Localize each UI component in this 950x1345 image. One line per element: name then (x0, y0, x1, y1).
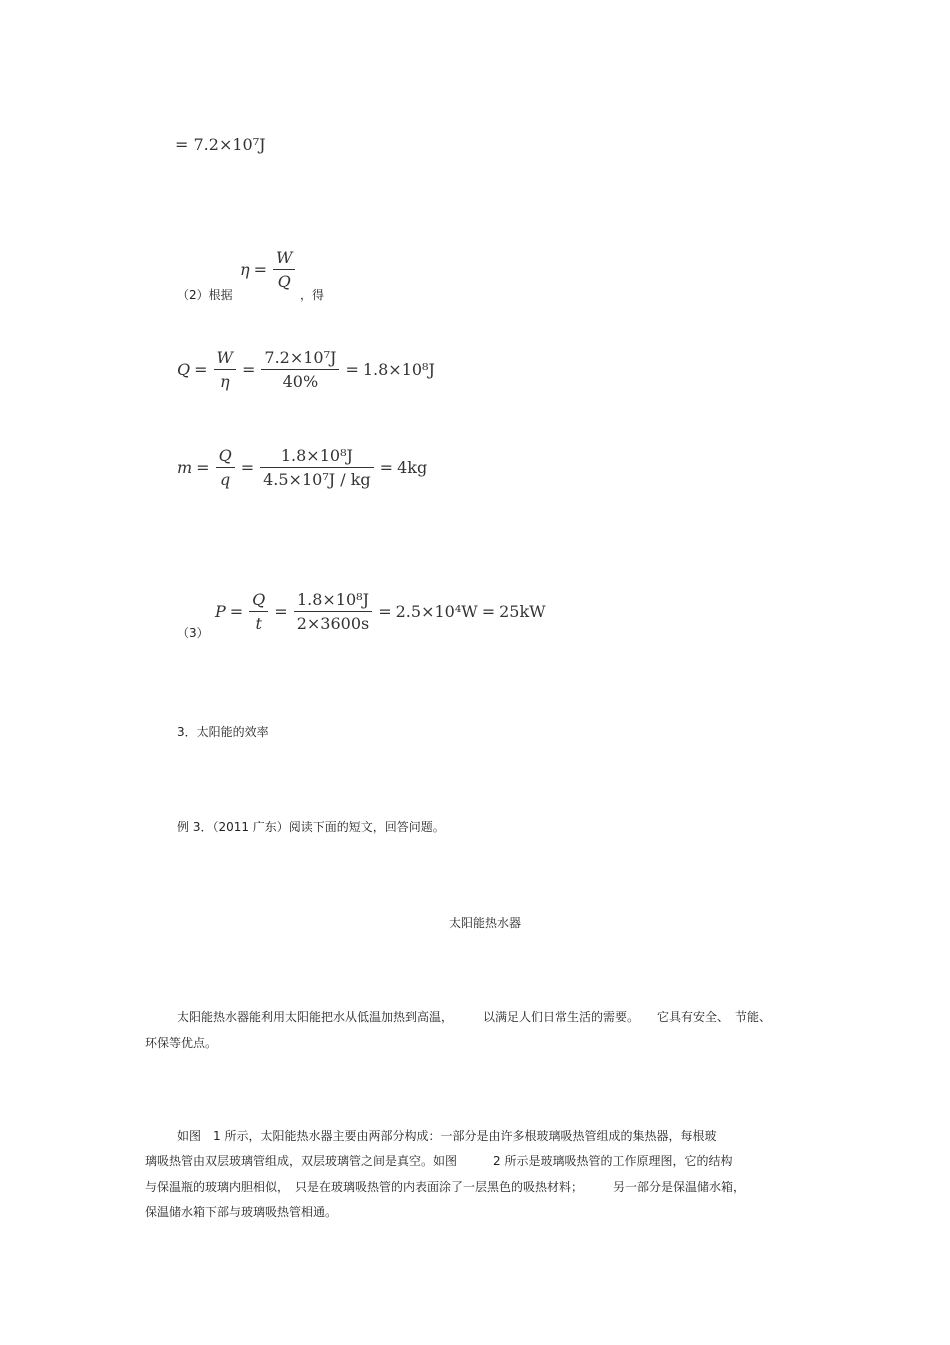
equation-total-energy (175, 135, 266, 154)
equation-lhs: P (215, 602, 226, 621)
fraction (260, 446, 374, 489)
equals-sign: = (379, 458, 394, 477)
paragraph-2-line-3: 与保温瓶的玻璃内胆相似， 只是在玻璃吸热管的内表面涂了一层黑色的吸热材料； 另一部分是保温储水箱， (145, 1180, 746, 1194)
paragraph-2-line-1: 如图 1 所示，太阳能热水器主要由两部分构成：一部分是由许多根玻璃吸热管组成的集热器，每根玻 (177, 1129, 717, 1143)
equals-sign: = (253, 260, 267, 279)
fraction-numerator: Q (249, 590, 268, 612)
step-2-suffix: ，得 (300, 288, 325, 302)
fraction-numerator: W (214, 348, 236, 370)
step-2-prefix: （2）根据 (177, 288, 233, 302)
fraction-denominator: 2×3600s (296, 614, 370, 633)
equation-heat-q (177, 348, 435, 391)
equation-result: 2.5×10⁴W (395, 602, 478, 621)
fraction-numerator: 1.8×10⁸J (260, 446, 374, 468)
equals-sign: = (274, 602, 288, 621)
paragraph-1-line-1: 太阳能热水器能利用太阳能把水从低温加热到高温， 以满足人们日常生活的需要。 它具有安全、 节能、 (177, 1010, 772, 1024)
fraction-denominator: η (219, 372, 230, 391)
paragraph-2-line-4: 保温储水箱下部与玻璃吸热管相通。 (145, 1205, 338, 1219)
efficiency-formula (240, 248, 297, 291)
fraction-numerator: 7.2×10⁷J (261, 348, 339, 370)
fraction-numerator: Q (216, 446, 235, 468)
equation-lhs: Q (177, 360, 191, 379)
equals-sign: = (481, 602, 496, 621)
equation-result-kw: 25kW (499, 602, 546, 621)
fraction-numerator: W (273, 248, 295, 270)
equals-sign: = (241, 360, 256, 379)
fraction (249, 590, 268, 633)
equation-text: = 7.2×10⁷J (175, 135, 266, 154)
equals-sign: = (378, 602, 392, 621)
equation-power-p (215, 590, 546, 633)
equals-sign: = (345, 360, 359, 379)
equation-mass-m (177, 446, 427, 489)
section-heading: 3．太阳能的效率 (177, 725, 269, 739)
fraction-numerator: 1.8×10⁸J (294, 590, 373, 612)
fraction (214, 348, 236, 391)
example-prompt: 例 3．（2011 广东）阅读下面的短文，回答问题。 (177, 820, 445, 834)
equals-sign: = (229, 602, 244, 621)
equals-sign: = (240, 458, 255, 477)
equals-sign: = (194, 360, 208, 379)
step-3-prefix: （3） (177, 626, 209, 640)
equals-sign: = (196, 458, 210, 477)
fraction-denominator: q (220, 470, 231, 489)
article-title: 太阳能热水器 (449, 916, 522, 930)
equation-lhs: m (177, 458, 193, 477)
fraction (261, 348, 339, 391)
paragraph-1-line-2: 环保等优点。 (145, 1036, 218, 1050)
formula-lhs: η (240, 260, 250, 279)
fraction (216, 446, 235, 489)
paragraph-2-line-2: 璃吸热管由双层玻璃管组成，双层玻璃管之间是真空。如图 2 所示是玻璃吸热管的工作原理图，它的结构 (145, 1154, 733, 1168)
fraction-denominator: Q (277, 272, 291, 291)
fraction (294, 590, 373, 633)
fraction-denominator: t (255, 614, 262, 633)
fraction (273, 248, 295, 291)
fraction-denominator: 40% (282, 372, 319, 391)
equation-result: 1.8×10⁸J (362, 360, 435, 379)
fraction-denominator: 4.5×10⁷J / kg (263, 470, 371, 489)
equation-result: 4kg (397, 458, 428, 477)
